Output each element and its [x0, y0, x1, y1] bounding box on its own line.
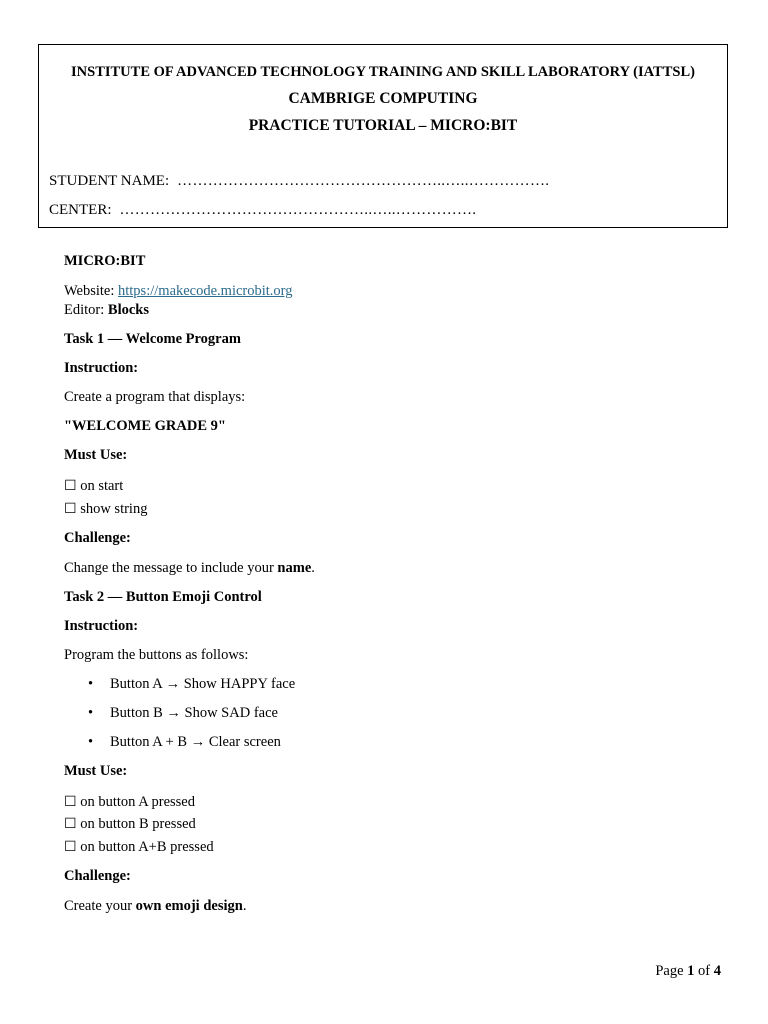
must-use-item-label: on button A+B pressed — [80, 839, 214, 855]
task2-bullet-item: Button A → Show HAPPY face — [110, 676, 296, 692]
task2-must-use-item — [64, 839, 214, 856]
task2-bullet-item: Button A + B → Clear screen — [110, 734, 281, 750]
task1-challenge-text — [64, 560, 315, 577]
task1-must-use-item — [64, 501, 147, 518]
task2-instruction-text: Program the buttons as follows: — [64, 647, 249, 663]
department-title: CAMBRIGE COMPUTING — [288, 90, 478, 107]
center-dots: …………………………………………..…..……………. — [119, 202, 477, 218]
editor-label: Editor: — [64, 302, 105, 318]
challenge-emphasis: own emoji design — [135, 898, 243, 914]
task2-instruction-label: Instruction: — [64, 618, 139, 634]
checkbox-icon: ☐ — [64, 501, 77, 517]
institute-title: INSTITUTE OF ADVANCED TECHNOLOGY TRAINING AND SKILL LABORATORY (IATTSL) — [71, 64, 695, 80]
checkbox-icon: ☐ — [64, 816, 77, 832]
checkbox-icon: ☐ — [64, 839, 77, 855]
page-of: of — [698, 963, 711, 979]
task1-instruction-label: Instruction: — [64, 360, 139, 376]
task1-message: "WELCOME GRADE 9" — [64, 418, 226, 434]
task1-title: Task 1 — Welcome Program — [64, 331, 241, 347]
center-field — [49, 202, 476, 219]
tutorial-title: PRACTICE TUTORIAL – MICRO:BIT — [248, 117, 518, 134]
task2-challenge-label: Challenge: — [64, 868, 131, 884]
bullet-icon: • — [88, 705, 94, 721]
challenge-text: Create your — [64, 898, 133, 914]
checkbox-icon: ☐ — [64, 794, 77, 810]
page-total: 4 — [713, 963, 721, 979]
student-name-label: STUDENT NAME: — [49, 173, 170, 189]
task2-title: Task 2 — Button Emoji Control — [64, 589, 262, 605]
student-name-dots: ……………………………………………..…..……………. — [177, 173, 550, 189]
page-label: Page — [655, 963, 684, 979]
must-use-item-label: show string — [80, 501, 148, 517]
section-title: MICRO:BIT — [64, 253, 146, 269]
must-use-item-label: on button A pressed — [80, 794, 195, 810]
checkbox-icon: ☐ — [64, 478, 77, 494]
bullet-icon: • — [88, 676, 94, 692]
must-use-item-label: on button B pressed — [80, 816, 196, 832]
challenge-period: . — [311, 560, 315, 576]
center-label: CENTER: — [49, 202, 112, 218]
page-current: 1 — [687, 963, 695, 979]
task2-must-use-item — [64, 794, 195, 811]
task2-must-use-item — [64, 816, 196, 833]
document-header-box — [38, 44, 728, 228]
website-link[interactable]: https://makecode.microbit.org — [118, 283, 293, 299]
task1-instruction-text: Create a program that displays: — [64, 389, 246, 405]
task2-bullet-item: Button B → Show SAD face — [110, 705, 278, 721]
challenge-emphasis: name — [277, 560, 312, 576]
student-name-field — [49, 173, 549, 190]
task2-challenge-text — [64, 898, 246, 915]
must-use-item-label: on start — [80, 478, 124, 494]
task1-must-use-label: Must Use: — [64, 447, 128, 463]
bullet-icon: • — [88, 734, 94, 750]
task1-challenge-label: Challenge: — [64, 530, 131, 546]
website-label: Website: — [64, 283, 115, 299]
editor-value: Blocks — [107, 302, 149, 318]
page-number — [655, 963, 721, 980]
website-line — [64, 283, 293, 300]
editor-line — [64, 302, 149, 319]
task2-must-use-label: Must Use: — [64, 763, 128, 779]
challenge-period: . — [242, 898, 247, 914]
task1-must-use-item — [64, 478, 123, 495]
challenge-text: Change the message to include your — [64, 560, 274, 576]
